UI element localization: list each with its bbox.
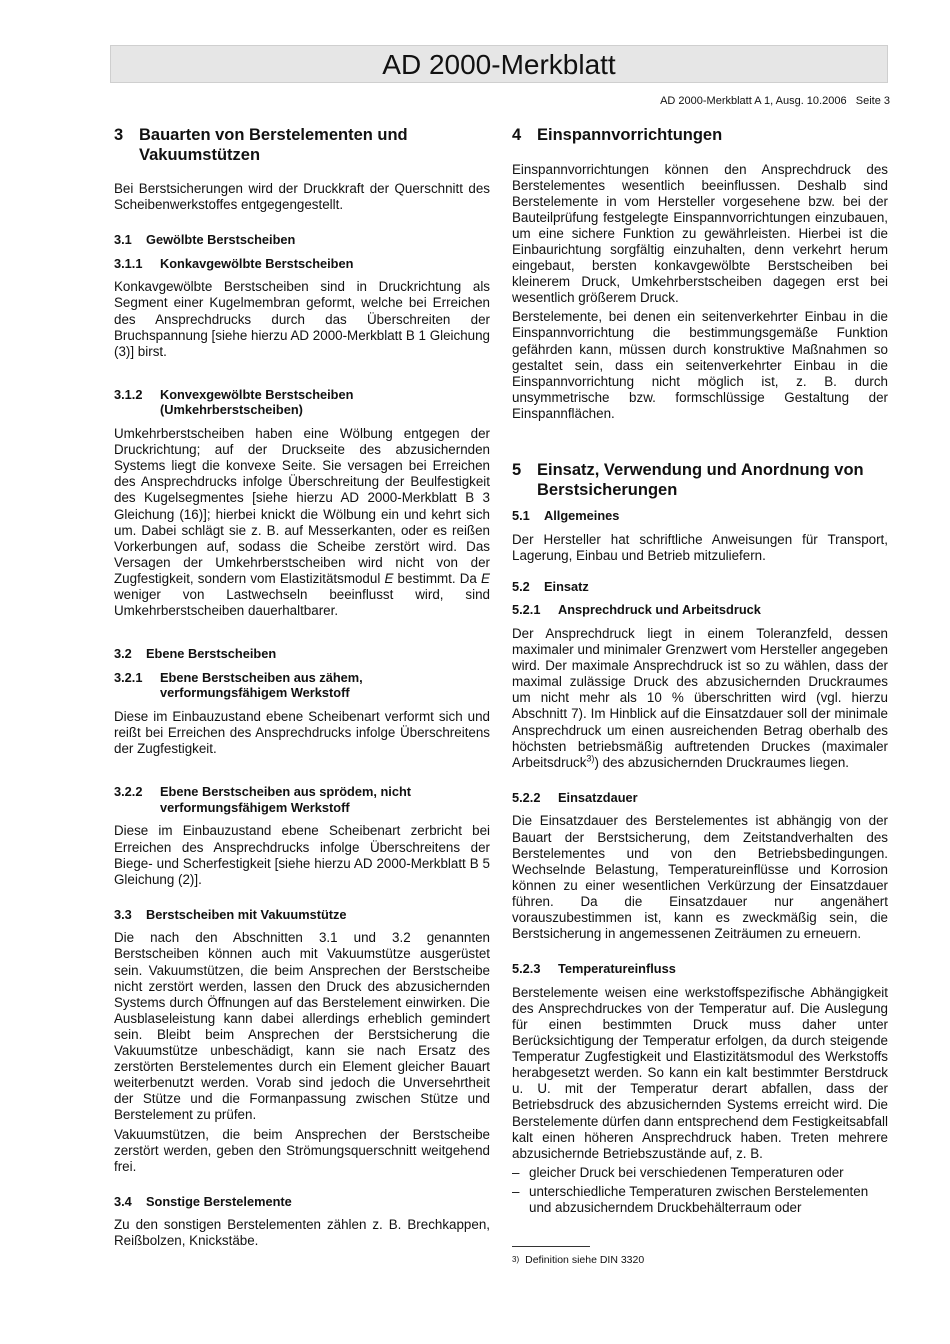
left-column	[114, 126, 490, 1253]
section-number: 3.2.2	[114, 784, 143, 800]
section-number: 3.1.1	[114, 255, 143, 271]
section-5-2-2-heading	[512, 790, 888, 806]
section-3-2-heading	[114, 646, 490, 662]
section-number: 3.1	[114, 232, 132, 248]
section-4-heading	[512, 126, 888, 146]
right-column	[512, 126, 888, 1219]
section-title: Sonstige Berstelemente	[146, 1193, 292, 1209]
section-number: 5.1	[512, 508, 530, 523]
section-number: 3.1.2	[114, 386, 143, 402]
section-5-2-3-heading	[512, 961, 888, 977]
section-number: 3.2.1	[114, 669, 143, 685]
section-3-2-1-heading	[114, 670, 490, 701]
section-title: Ebene Berstscheiben aus sprödem, nicht verformungsfähigem Werkstoff	[160, 784, 412, 815]
section-3-1-1-heading	[114, 256, 490, 272]
section-3-2-2-text: Diese im Einbauzustand ebene Scheibenart zerbricht bei Erreichen des Ansprechdrucks infolge Überschreitens der Biege- und Scherfestigkeit [siehe hierzu AD 2000-Merkblatt B 5 Gleichung (2)].	[114, 823, 490, 887]
section-4-paragraph-1: Einspannvorrichtungen können den Ansprechdruck des Berstelementes wesentlich beeinflussen. Deshalb sind Berstelemente in vom Hersteller vorgesehene bzw. bei der Bauteilprüfung festgelegte Einspannvorrichtungen einzubauen, um eine sichere Funktion zu gewährleisten. Hierbei ist die Einbaurichtung sorgfältig einzuhalten, denn verkehrt herum eingebaut, bersten konkavgewölbte Berstscheiben bei kleinerem Druck, Umkehrberstscheiben dagegen erst bei wesentlich größerem Druck.	[512, 161, 888, 306]
section-5-2-heading	[512, 579, 888, 595]
section-3-1-2-heading	[114, 387, 490, 418]
section-3-heading	[114, 126, 490, 165]
section-3-3-paragraph-1: Die nach den Abschnitten 3.1 und 3.2 genannten Berstscheiben können auch mit Vakuumstütze ausgerüstet sein. Vakuumstützen, die beim Ansprechen der Berstscheibe nicht zerstört werden, lassen den Druck des abzusichernden Systems durch Öffnungen auf das Berstelement einwirken. Die Ausblaseleistung kann dabei allerdings erheblich gemindert sein. Bleibt beim Ansprechen der Berstsicherung die Vakuumstütze unbeschädigt, kann sie nach Ersatz des zerstörten Berstelementes durch ein Element gleicher Bauart weiterbenutzt werden. Vorab sind jedoch die Unversehrtheit der Stütze und die Formanpassung zwischen Stütze und Berstelement zu prüfen.	[114, 930, 490, 1123]
footnote-text: Definition siehe DIN 3320	[525, 1254, 645, 1266]
section-title: Bauarten von Berstelementen und Vakuumstützen	[139, 126, 408, 164]
condition-list	[512, 1165, 888, 1216]
list-item: – gleicher Druck bei verschiedenen Temperaturen oder	[512, 1165, 888, 1181]
section-title: Konkavgewölbte Berstscheiben	[160, 255, 354, 271]
section-3-intro: Bei Berstsicherungen wird der Druckkraft der Querschnitt des Scheibenwerkstoffes entgegengestellt.	[114, 181, 490, 213]
section-3-4-text: Zu den sonstigen Berstelementen zählen z. B. Brechkappen, Reißbolzen, Knickstäbe.	[114, 1217, 490, 1249]
section-title: Einsatzdauer	[558, 789, 638, 805]
section-title: Einsatz, Verwendung und Anordnung von Berstsicherungen	[537, 461, 864, 499]
section-3-2-1-text: Diese im Einbauzustand ebene Scheibenart verformt sich und reißt bei Erreichen des Ansprechdrucks infolge Überschreitens der Zugfestigkeit.	[114, 708, 490, 757]
section-5-1-heading	[512, 508, 888, 524]
section-title: Ansprechdruck und Arbeitsdruck	[558, 602, 761, 618]
page-title: AD 2000-Merkblatt	[382, 49, 616, 80]
text-run: Umkehrberstscheiben haben eine Wölbung entgegen der Druckrichtung; auf der Druckseite des abzusichernden Systems liegt die konvexe Seite. Sie versagen bei Erreichen des Ansprechdrucks infolge Überschreitung der Beulfestigkeit des Kugelsegmentes [siehe hierzu AD 2000-Merkblatt B 3 Gleichung (16)]; hierbei knickt die Wölbung ein und kehrt sich um. Dabei schlägt sie z. B. auf Messerkanten, oder es reißen Vorkerbungen auf, sodass die Scheibe zerstört wird. Das Versagen der Umkehrberstscheiben wird nicht von der Zugfestigkeit, sondern vom Elastizitätsmodul	[114, 426, 490, 586]
section-title: Allgemeines	[544, 508, 620, 523]
section-5-heading	[512, 461, 888, 500]
section-3-3-heading	[114, 907, 490, 923]
section-title: Gewölbte Berstscheiben	[146, 232, 296, 248]
section-title: Ebene Berstscheiben aus zähem, verformungsfähigem Werkstoff	[160, 669, 363, 701]
section-number: 3.2	[114, 646, 132, 662]
section-number: 3	[114, 126, 124, 144]
text-run: Der Ansprechdruck liegt in einem Toleranzfeld, dessen maximaler und minimaler Grenzwert vom Hersteller angegeben wird. Der maximale Ansprechdruck ist so zu wählen, dass der maximal zulässige Druck des abzusichernden Druckraumes um nicht mehr als 10 % überschritten wird (vgl. hierzu Abschnitt 7). Im Hinblick auf die Einsatzdauer soll der minimale Ansprechdruck um einen ausreichenden Betrag oberhalb des höchsten betriebsmäßig auftretenden Druckes (maximaler Arbeitsdruck	[512, 625, 888, 770]
section-3-3-paragraph-2: Vakuumstützen, die beim Ansprechen der Berstscheibe zerstört werden, geben den Strömungsquerschnitt weitgehend frei.	[114, 1126, 490, 1174]
section-number: 5.2.3	[512, 961, 541, 977]
section-title: Temperatureinfluss	[558, 961, 676, 977]
section-5-2-3-text: Berstelemente weisen eine werkstoffspezifische Abhängigkeit des Ansprechdruckes von der Temperatur auf. Die Auslegung für einen bestimmten Druck muss daher unter Berücksichtigung der Temperatur erfolgen, da durch steigende Temperatur Zugfestigkeit und Elastizitätsmodul des Werkstoffs herabgesetzt werden. So kann ein kalt bestimmter Berstdruck u. U. mit der Temperatur derart abfallen, dass der Betriebsdruck des abzusichernden Systems erreicht wird. Die Berstelemente dürfen dann entsprechend dem Festigkeitsabfall kalt einen höheren Ansprechdruck haben. Treten mehrere abzusichernde Betriebszustände auf, z. B.	[512, 984, 888, 1161]
variable-e: E	[481, 570, 490, 586]
text-run: weniger von Lastwechseln beeinflusst wird, sind Umkehrberstscheiben dauerhaltbarer.	[114, 586, 490, 619]
list-item: – unterschiedliche Temperaturen zwischen Berstelementen und abzusicherndem Druckbehälterraum oder	[512, 1184, 888, 1216]
section-3-2-2-heading	[114, 784, 490, 815]
section-title: Berstscheiben mit Vakuumstütze	[146, 906, 347, 922]
section-5-2-2-text: Die Einsatzdauer des Berstelementes ist abhängig von der Bauart der Berstsicherung, dem Zeitstandverhalten des Berstelementes und von den Betriebsbedingungen. Wechselnde Belastung, Temperatureinflüsse und Korrosion können zu einer wesentlichen Verkürzung der Einsatzdauer führen. Da die Einsatzdauer nur angenähert vorauszubestimmen ist, kann es zweckmäßig sein, die Berstsicherung in angemessenen Zeiträumen zu erneuern.	[512, 813, 888, 942]
page-header-bar	[110, 45, 888, 83]
section-5-2-1-heading	[512, 602, 888, 618]
section-5-2-1-text	[512, 626, 888, 771]
section-number: 5.2.2	[512, 789, 541, 805]
section-3-1-1-text: Konkavgewölbte Berstscheiben sind in Druckrichtung als Segment einer Kugelmembran geformt, welche bei Erreichen des Ansprechdrucks durch das Überschreiten der Bruchspannung [siehe hierzu AD 2000-Merkblatt B 1 Gleichung (3)] birst.	[114, 279, 490, 359]
section-title: Einspannvorrichtungen	[537, 126, 723, 144]
section-title: Ebene Berstscheiben	[146, 646, 277, 662]
section-number: 5.2	[512, 578, 530, 594]
footnote-reference: 3)	[586, 753, 595, 764]
text-run: ) des abzusichernden Druckraumes liegen.	[594, 754, 849, 770]
section-4-paragraph-2: Berstelemente, bei denen ein seitenverkehrter Einbau in die Einspannvorrichtung die bestimmungsgemäße Funktion gefährden kann, müssen durch konstruktive Maßnahmen so gestaltet sein, dass ein seitenverkehrter Einbau in die Einspannvorrichtung nicht möglich ist, z. B. durch unsymmetrische bzw. formschlüssige Gestaltung der Einspannflächen.	[512, 309, 888, 421]
section-number: 5	[512, 461, 522, 479]
section-number: 5.2.1	[512, 602, 541, 618]
section-title: Konvexgewölbte Berstscheiben (Umkehrberstscheiben)	[160, 386, 354, 418]
footnote-mark: 3)	[512, 1255, 520, 1264]
variable-e: E	[384, 570, 394, 586]
document-reference: AD 2000-Merkblatt A 1, Ausg. 10.2006 Seite 3	[660, 95, 890, 107]
section-number: 3.4	[114, 1193, 132, 1209]
section-3-4-heading	[114, 1194, 490, 1210]
section-number: 3.3	[114, 906, 132, 922]
text-run: bestimmt. Da	[393, 570, 482, 586]
section-3-1-heading	[114, 232, 490, 248]
section-title: Einsatz	[544, 578, 589, 594]
footnote	[512, 1253, 644, 1267]
section-5-1-text: Der Hersteller hat schriftliche Anweisungen für Transport, Lagerung, Einbau und Betrieb mitzuliefern.	[512, 531, 888, 563]
section-3-1-2-text	[114, 426, 490, 619]
section-number: 4	[512, 126, 522, 144]
footnote-separator	[512, 1246, 590, 1247]
